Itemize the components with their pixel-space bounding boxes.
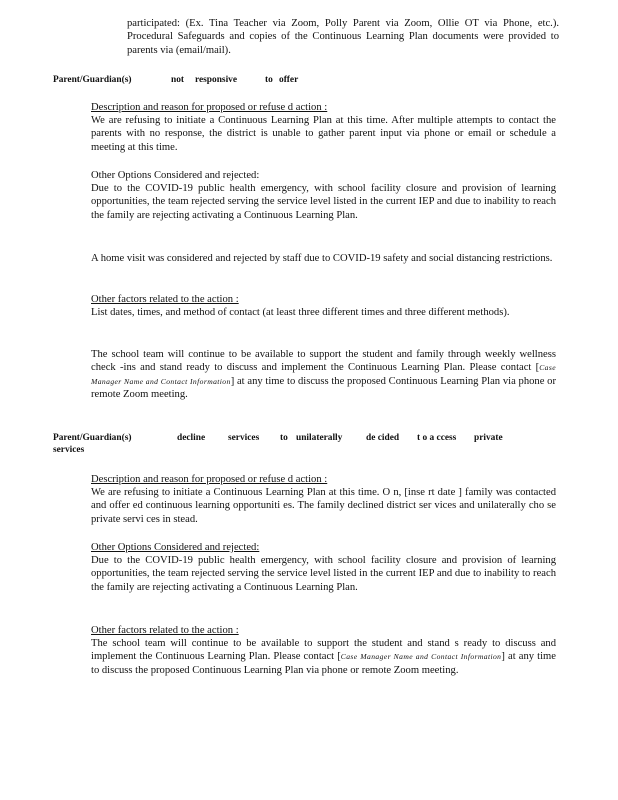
section2-description-title: Description and reason for proposed or refuse d action : [91, 474, 328, 485]
heading-word: services [53, 445, 85, 455]
heading-word: to [280, 433, 288, 443]
section1-closing-paragraph [91, 348, 556, 402]
heading-word: to [265, 75, 273, 85]
heading-word: decline [177, 433, 206, 443]
section1-factors-text: List dates, times, and method of contact (at least three different times and three different methods). [91, 307, 510, 318]
heading-word: offer [279, 75, 299, 85]
section2-options-text: Due to the COVID-19 public health emergency, with school facility closure and provision of learning opportunities, the team rejected serving the service level listed in the current IEP and due to inability to reach the family are rejecting activating a Continuous Learning Plan. [91, 555, 556, 593]
participants-paragraph: participated: (Ex. Tina Teacher via Zoom, Polly Parent via Zoom, Ollie OT via Phone, etc.). Procedural Safeguards and copies of the Continuous Learning Plan documents were provided to parents via (email/mail). [127, 18, 559, 56]
heading-word: unilaterally [296, 433, 343, 443]
section2-factors-title: Other factors related to the action : [91, 625, 239, 636]
heading-word: t o a ccess [417, 433, 457, 443]
closing-text-end: ] at any time to discuss the proposed Continuous Learning Plan via phone or remote Zoom meeting. [91, 375, 556, 401]
section1-description-title: Description and reason for proposed or refuse d action : [91, 102, 328, 113]
section1-heading [53, 74, 523, 86]
heading-word: not [171, 75, 185, 85]
case-manager-placeholder: Case Manager Name and Contact Information [340, 652, 502, 662]
section2-closing-paragraph [91, 637, 556, 677]
section1-description-text: We are refusing to initiate a Continuous Learning Plan at this time. After multiple attempts to contact the parents with no response, the district is unable to gather parent input via phone or email or schedule a meeting at this time. [91, 115, 556, 153]
heading-word: Parent/Guardian(s) [53, 433, 132, 443]
section2-description-text: We are refusing to initiate a Continuous Learning Plan at this time. O n, [inse rt date ] family was contacted and offer ed continuous learning opportuniti es. The family declined district ser vices and unilaterally cho se private servi ces in stead. [91, 487, 556, 525]
heading-word: services [228, 433, 260, 443]
section2-options-title: Other Options Considered and rejected: [91, 542, 260, 553]
heading-word: de cided [366, 433, 400, 443]
section2-heading [53, 432, 523, 456]
closing-text-start: The school team will continue to be available to support the student and stand s ready to discuss and implement the Continuous Learning Plan. Please contact [ [91, 638, 556, 663]
section1-home-visit-text: A home visit was considered and rejected by staff due to COVID-19 safety and social distancing restrictions. [91, 253, 553, 264]
heading-word: private [474, 433, 503, 443]
section1-options-text: Due to the COVID-19 public health emergency, with school facility closure and provision of learning opportunities, the team rejected serving the service level listed in the current IEP and due to inability to reach the family are rejecting activating a Continuous Learning Plan. [91, 183, 556, 221]
section1-factors-title: Other factors related to the action : [91, 294, 239, 305]
closing-text-start: The school team will continue to be available to support the student and family through weekly wellness check -ins and stand ready to discuss and implement the Continuous Learning Plan. Please contact [ [91, 349, 556, 374]
closing-text-end: ] at any time to discuss the proposed Continuous Learning Plan via phone or remote Zoom meeting. [91, 651, 557, 676]
case-manager-placeholder: Case Manager Name and Contact Information [91, 363, 556, 386]
section1-options-title: Other Options Considered and rejected: [91, 170, 260, 181]
heading-word: Parent/Guardian(s) [53, 75, 132, 85]
heading-word: responsive [195, 75, 238, 85]
